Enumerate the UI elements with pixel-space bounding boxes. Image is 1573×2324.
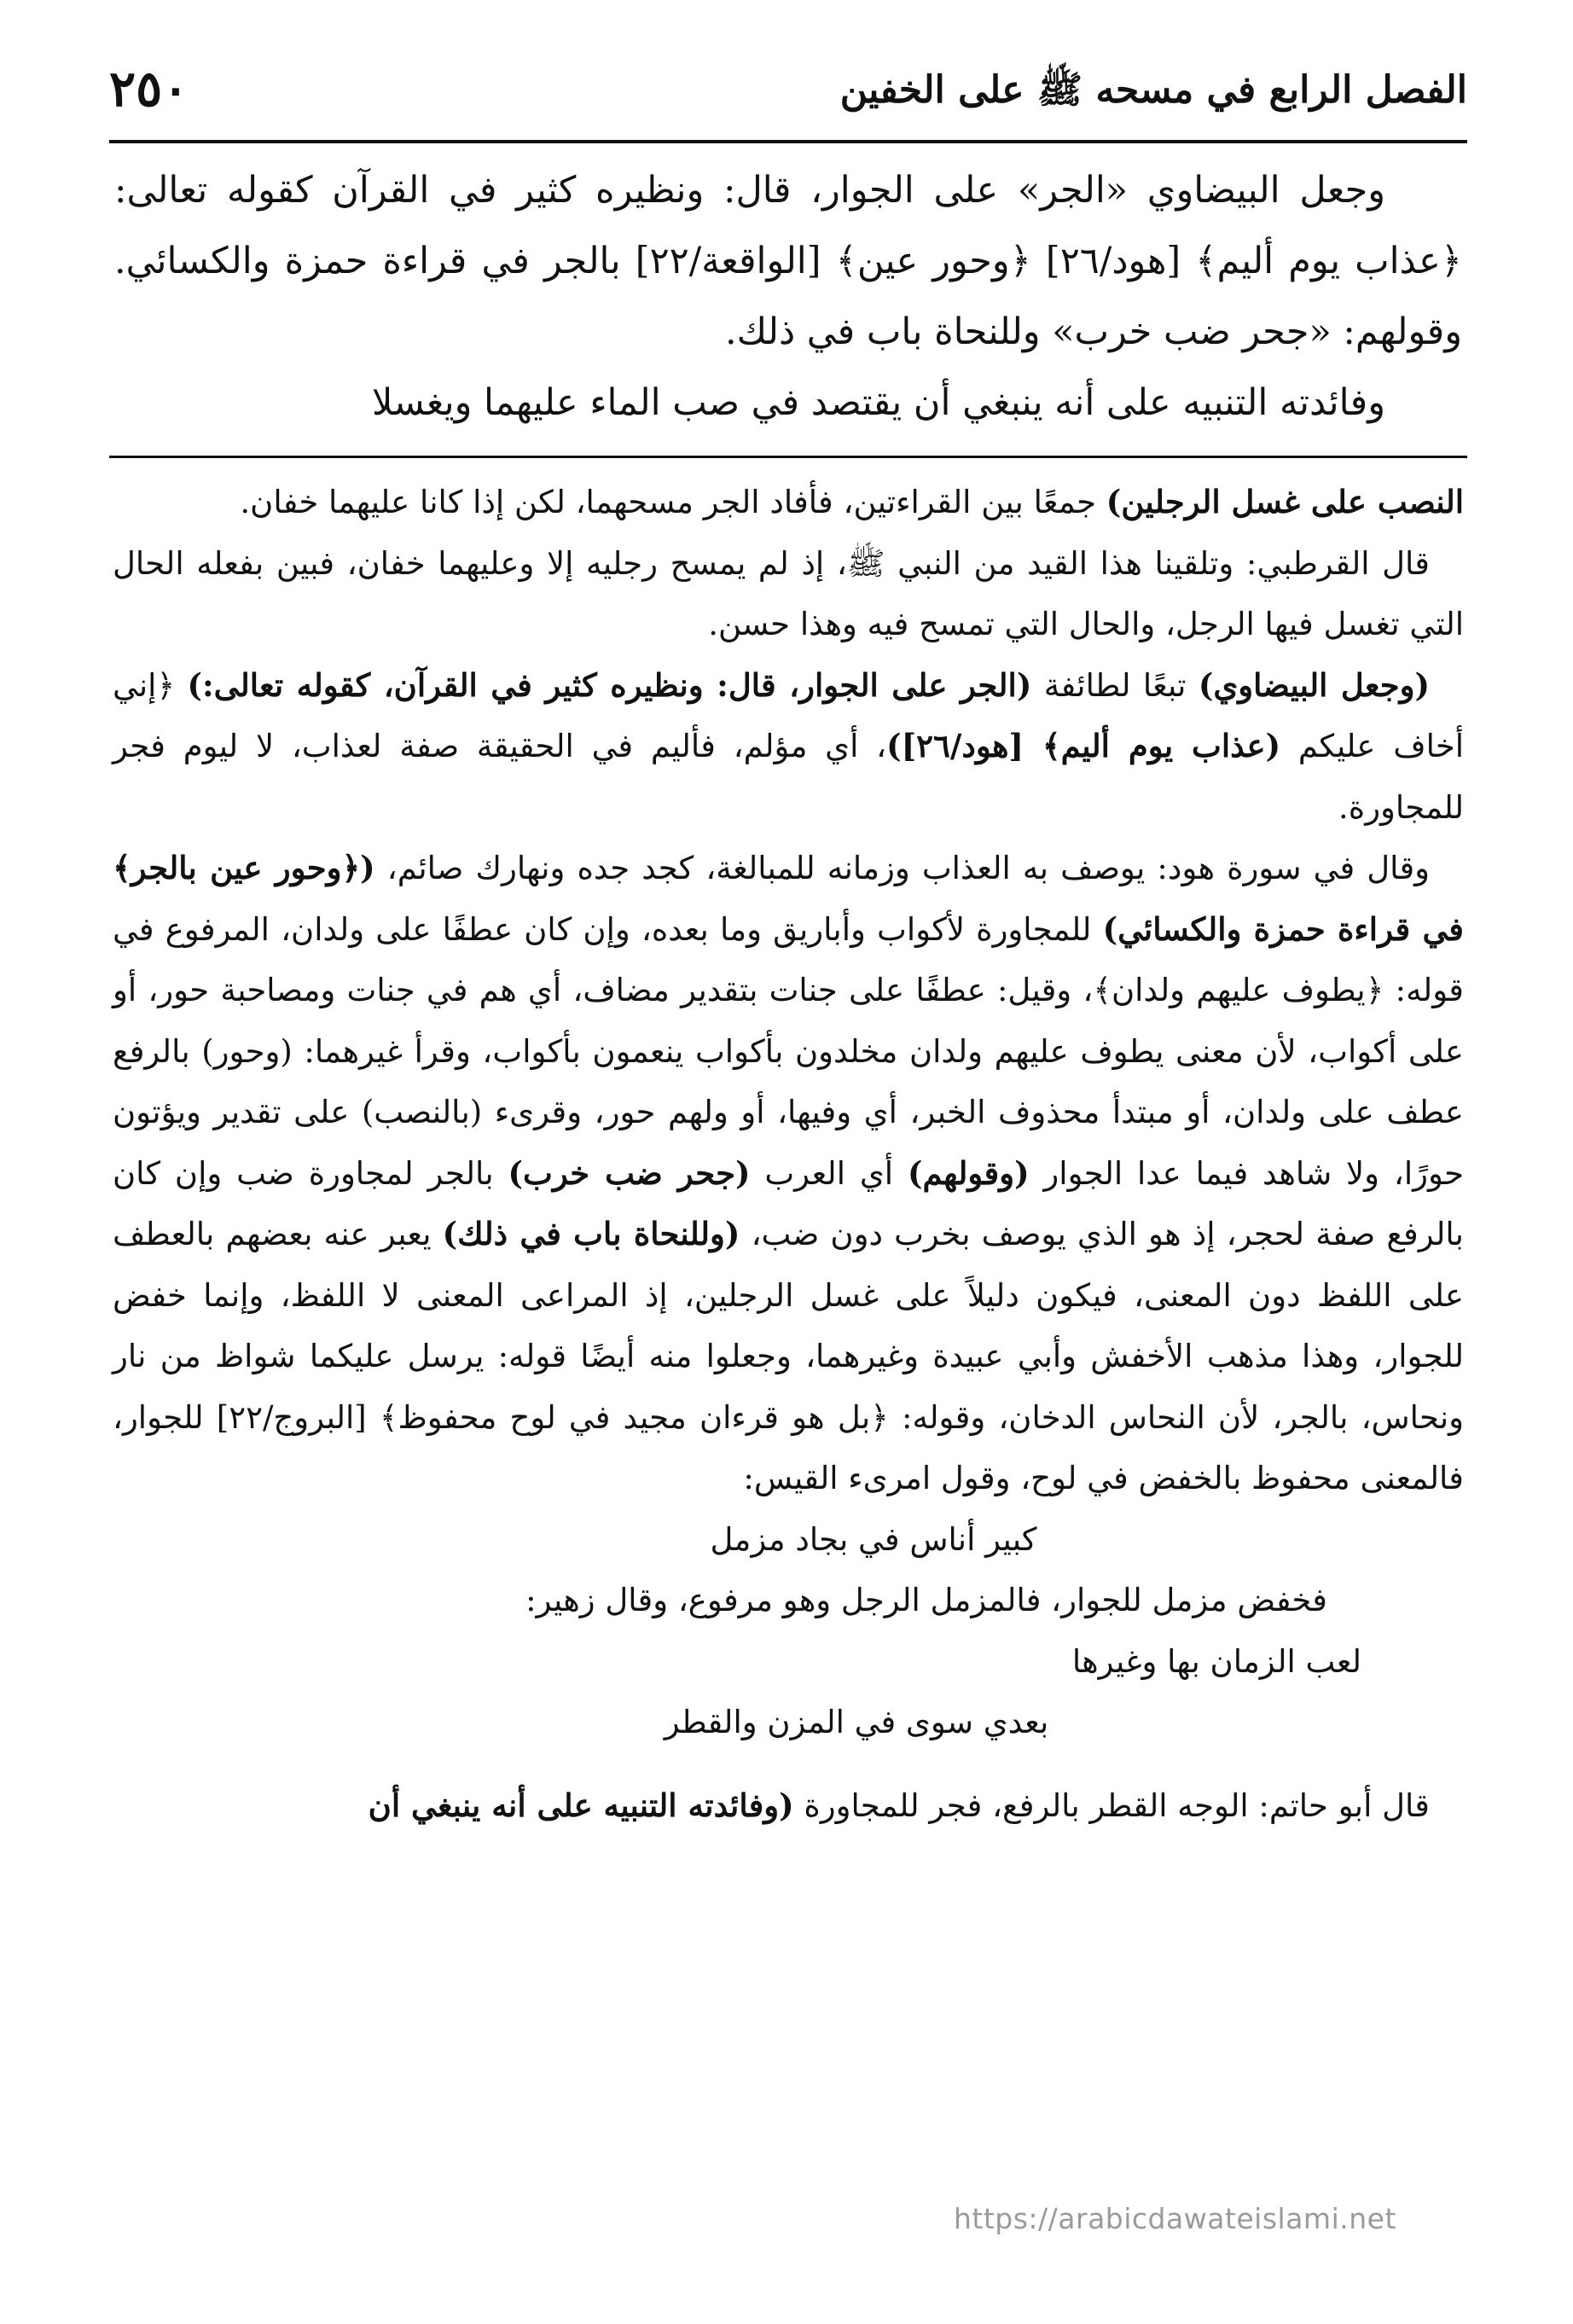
commentary-text: جمعًا بين القراءتين، فأفاد الجر مسحهما، لكن إذا كانا عليهما خفان. — [240, 484, 1106, 520]
poetry-verse: بعدي سوى في المزن والقطر — [664, 1704, 1049, 1740]
matn-section — [109, 143, 1467, 445]
book-page — [109, 51, 1467, 1836]
commentary-text: وقال في سورة هود: يوصف به العذاب وزمانه للمبالغة، كجد جده ونهارك صائم، — [374, 850, 1431, 886]
commentary-text: يعبر عنه بعضهم بالعطف على اللفظ دون المعنى، فيكون دليلاً على غسل الرجلين، إذ المراعى المعنى لا اللفظ، وإنما خفض للجوار، وهذا مذهب الأخفش وأبي عبيدة وغيرهما، وجعلوا منه أيضًا قوله: يرسل عليكما شواظ من نار ونحاس، بالجر، لأن النحاس الدخان، وقوله: ﴿بل هو قرءان مجيد في لوح محفوظ﴾ [البروج/٢٢] للجوار، فالمعنى محفوظ بالخفض في لوح، وقول امرىء القيس: — [113, 1216, 1465, 1496]
commentary-text: للمجاورة لأكواب وأباريق وما بعده، وإن كان عطفًا على ولدان، المرفوع في قوله: ﴿يطوف عليهم ولدان﴾، وقيل: عطفًا على جنات بتقدير مضاف، أي هم في جنات ومصاحبة حور، أو على أكواب، لأن معنى يطوف عليهم ولدان مخلدون بأكواب ينعمون بأكواب، وقرأ غيرهما: (وحور) بالرفع عطف على ولدان، أو مبتدأ محذوف الخبر، أي وفيها، أو ولهم حور، وقرىء (بالنصب) على تقدير ويؤتون حورًا، ولا شاهد فيما عدا الجوار — [113, 910, 1464, 1192]
quoted-matn: (جحر ضب خرب) — [508, 1153, 751, 1192]
matn-paragraph: وفائدته التنبيه على أنه ينبغي أن يقتصد في صب الماء عليهما ويغسلا — [371, 381, 1385, 424]
poetry-verse: كبير أناس في بجاد مزمل — [710, 1520, 1037, 1558]
commentary-paragraph: قال القرطبي: وتلقينا هذا القيد من النبي ﷺ، إذ لم يمسح رجليه إلا وعليهما خفان، فبين بفعله الحال التي تغسل فيها الرجل، والحال التي تمسح فيه وهذا حسن. — [113, 544, 1464, 642]
quoted-matn: (﴿وحور عين بالجر﴾ في قراءة حمزة والكسائي) — [113, 849, 1464, 948]
poetry-verse: لعب الزمان بها وغيرها — [1071, 1642, 1361, 1680]
quoted-matn: (وللنحاة باب في ذلك) — [442, 1215, 740, 1252]
quoted-matn: (الجر على الجوار، قال: ونظيره كثير في القرآن، كقوله تعالى:) — [187, 665, 1032, 704]
commentary-paragraph — [113, 472, 1464, 533]
commentary-text: ، أي مؤلم، فأليم في الحقيقة صفة لعذاب، لا ليوم فجر للمجاورة. — [113, 728, 1464, 826]
commentary-text: ﴿إني أخاف عليكم — [113, 666, 1464, 764]
commentary-text: أي العرب — [750, 1154, 908, 1192]
quoted-matn: (عذاب يوم أليم﴾ [هود/٢٦]) — [886, 727, 1281, 764]
quoted-matn: (وفائدته التنبيه على أنه ينبغي أن — [368, 1786, 794, 1824]
commentary-paragraph — [113, 1775, 1464, 1837]
commentary-paragraph — [113, 655, 1464, 839]
quoted-matn: (وقولهم) — [907, 1153, 1030, 1192]
commentary-text: قال أبو حاتم: الوجه القطر بالرفع، فجر للمجاورة — [793, 1787, 1430, 1824]
quoted-matn: النصب على غسل الرجلين) — [1106, 483, 1464, 520]
commentary-text: بالجر لمجاورة ضب وإن كان بالرفع صفة لحجر، إذ هو الذي يوصف بخرب دون ضب، — [113, 1154, 1464, 1252]
commentary-paragraph — [113, 838, 1464, 1509]
quoted-matn: (وجعل البيضاوي) — [1198, 665, 1431, 704]
commentary-paragraph: فخفض مزمل للجوار، فالمزمل الرجل وهو مرفوع، وقال زهير: — [525, 1582, 1327, 1618]
chapter-title: الفصل الرابع في مسحه ﷺ على الخفين — [839, 68, 1467, 112]
watermark-url: https://arabicdawateislami.net — [954, 2202, 1396, 2235]
page-header — [109, 51, 1467, 143]
page-number: ٢٥٠ — [109, 60, 189, 118]
matn-paragraph: وجعل البيضاوي «الجر» على الجوار، قال: ونظيره كثير في القرآن كقوله تعالى: ﴿عذاب يوم أليم﴾ [هود/٢٦] ﴿وحور عين﴾ [الواقعة/٢٢] بالجر في قراءة حمزة والكسائي. وقولهم: «جحر ضب خرب» وللنحاة باب في ذلك. — [114, 169, 1462, 353]
commentary-section — [109, 458, 1467, 1836]
commentary-text: تبعًا لطائفة — [1031, 666, 1199, 704]
